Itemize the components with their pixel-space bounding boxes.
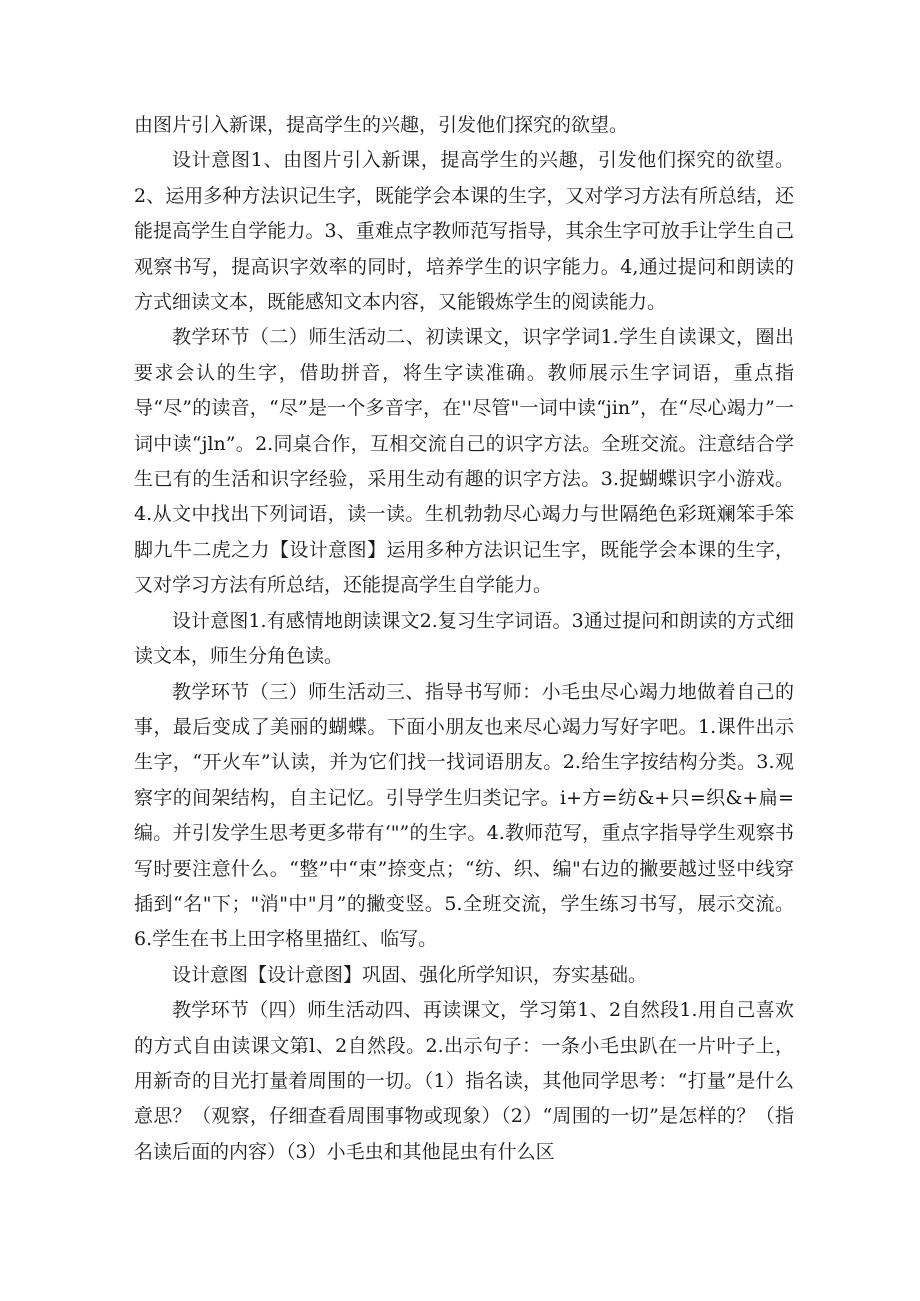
paragraph-design-intent-1: 设计意图1、由图片引入新课，提高学生的兴趣，引发他们探究的欲望。2、运用多种方法识记生字，既能学会本课的生字，又对学习方法有所总结，还能提高学生自学能力。3、重难点字教师范写指导，其余生字可放手让学生自己观察书写，提高识字效率的同时，培养学生的识字能力。4,通过提问和朗读的方式细读文本，既能感知文本内容，又能锻炼学生的阅读能力。 xyxy=(134,149,794,314)
paragraph-teaching-step-4: 教学环节（四）师生活动四、再读课文，学习第1、2自然段1.用自己喜欢的方式自由读课文第l、2自然段。2.出示句子：一条小毛虫趴在一片叶子上，用新奇的目光打量着周围的一切。（1）指名读，其他同学思考：“打量”是什么意思？（观察，仔细查看周围事物或现象）（2）“周围的一切”是怎样的？（指名读后面的内容）（3）小毛虫和其他昆虫有什么区 xyxy=(134,999,794,1163)
paragraph-teaching-step-2: 教学环节（二）师生活动二、初读课文，识字学词1.学生自读课文，圈出要求会认的生字，借助拼音，将生字读准确。教师展示生字词语，重点指导“尽”的读音，“尽”是一个多音字，在''尽管"一词中读“jin”，在“尽心竭力”一词中读“jln”。2.同桌合作，互相交流自己的识字方法。全班交流。注意结合学生已有的生活和识字经验，采用生动有趣的识字方法。3.捉蝴蝶识字小游戏。4.从文中找出下列词语，读一读。生机勃勃尽心竭力与世隔绝色彩斑斓笨手笨脚九牛二虎之力【设计意图】运用多种方法识记生字，既能学会本课的生字，又对学习方法有所总结，还能提高学生自学能力。 xyxy=(134,326,794,597)
paragraph-continuation: 由图片引入新课，提高学生的兴趣，引发他们探究的欲望。 xyxy=(134,114,629,136)
document-body xyxy=(134,108,794,1170)
paragraph-design-intent-3: 设计意图【设计意图】巩固、强化所学知识，夯实基础。 xyxy=(172,963,648,986)
paragraph-teaching-step-3: 教学环节（三）师生活动三、指导书写师：小毛虫尽心竭力地做着自己的事，最后变成了美丽的蝴蝶。下面小朋友也来尽心竭力写好字吧。1.课件出示生字，“开火车”认读，并为它们找一找词语朋友。2.给生字按结构分类。3.观察字的间架结构，自主记忆。引导学生归类记字。i+方=纺&+只=织&+扁=编。并引发学生思考更多带有‘"”的生字。4.教师范写，重点字指导学生观察书写时要注意什么。“整”中“束”捺变点；“纺、织、编"右边的撇要越过竖中线穿插到“名"下；"消"中"月”的撇变竖。5.全班交流，学生练习书写，展示交流。6.学生在书上田字格里描红、临写。 xyxy=(134,680,794,951)
paragraph-design-intent-2: 设计意图1.有感情地朗读课文2.复习生字词语。3通过提问和朗读的方式细读文本，师生分角色读。 xyxy=(134,609,794,668)
